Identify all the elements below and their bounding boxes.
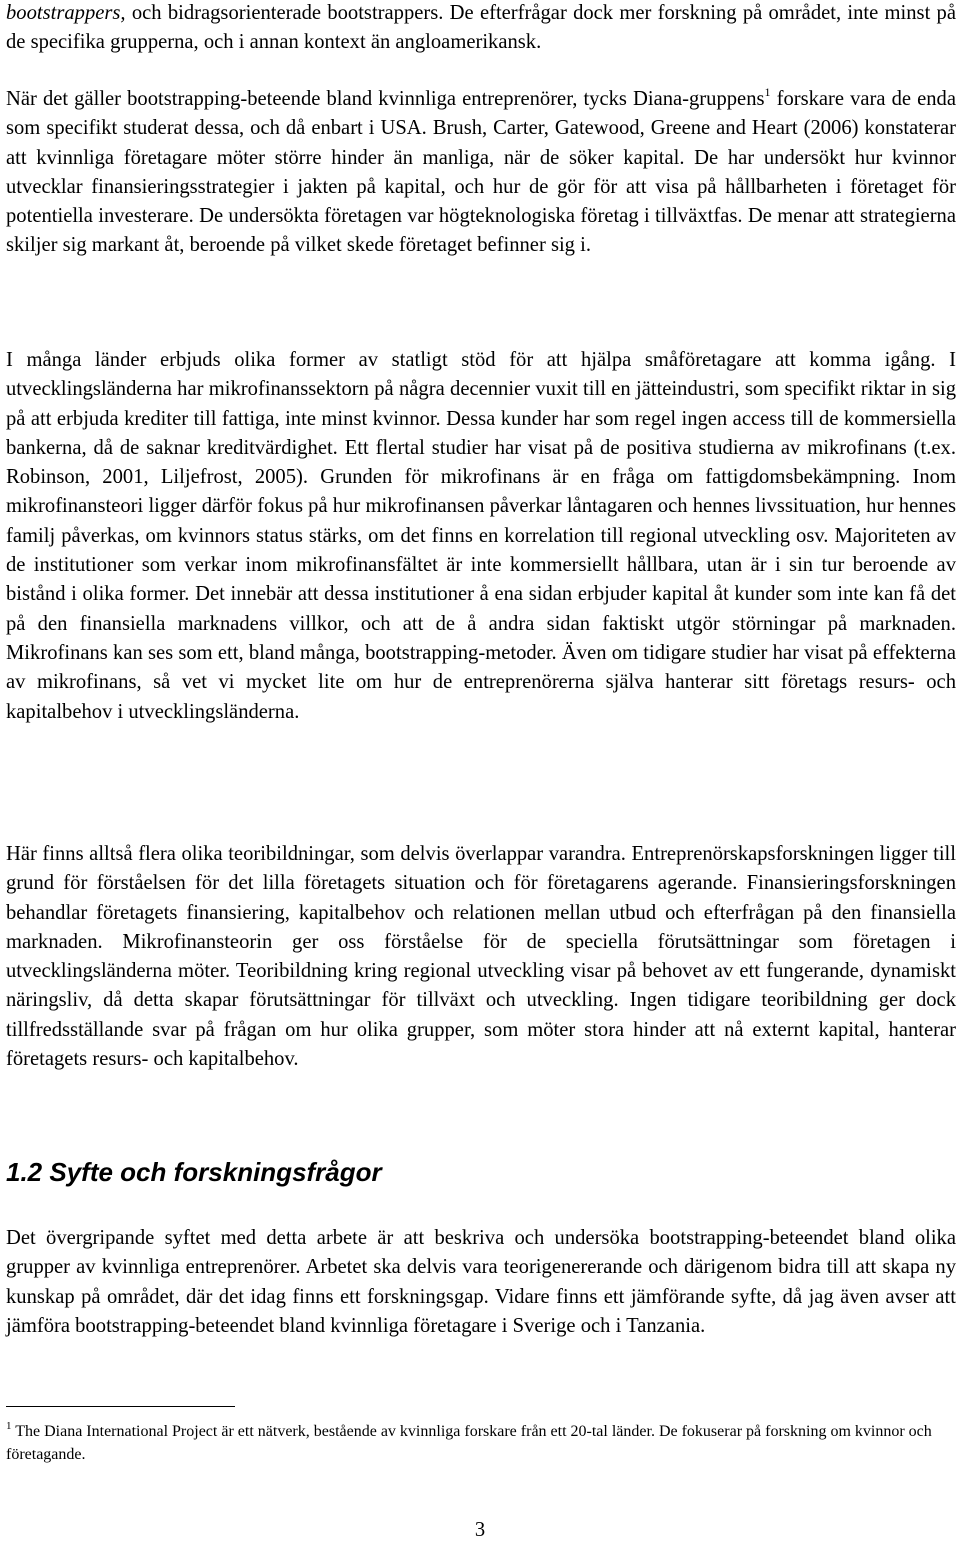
paragraph-purpose: Det övergripande syftet med detta arbete är att beskriva och undersöka bootstrapping-beteendet bland olika grupper av kvinnliga entreprenörer. Arbetet ska delvis vara teorigenererande och därigenom bidra till att skapa ny kunskap på området, där det idag finns ett forskningsgap. Vidare finns ett jämförande syfte, då jag även avser att jämföra bootstrapping-beteendet bland kvinnliga företagare i Sverige och i Tanzania. (6, 1227, 956, 1337)
paragraph-microfinance: I många länder erbjuds olika former av statligt stöd för att hjälpa småföretagare att komma igång. I utvecklingsländerna har mikrofinanssektorn på några decennier vuxit till en jätteindustri, som specifikt riktar in sig på att erbjuda krediter till fattiga, inte minst kvinnor. Dessa kunder har som regel ingen access till de kommersiella bankerna, då de saknar kreditvärdighet. Ett flertal studier har visat på de positiva studierna av mikrofinans (t.ex. Robinson, 2001, Liljefrost, 2005). Grunden för mikrofinans är en fråga om fattigdomsbekämpning. Inom mikrofinansteori ligger därför fokus på hur mikrofinansen påverkar låntagaren och hennes livssituation, hur hennes familj påverkas, om kvinnors status stärks, om det finns en korrelation till regional utveckling osv. Majoriteten av de institutioner som verkar inom mikrofinansfältet är inte kommersiellt hållbara, utan är i sin tur beroende av bistånd i olika former. Det innebär att dessa institutioner å ena sidan erbjuder kapital åt kunder som inte kan få det på den finansiella marknadens villkor, och att de å andra sidan faktiskt utgör störningar på marknaden. Mikrofinans kan ses som ett, bland många, bootstrapping-metoder. Även om tidigare studier har visat på effekterna av mikrofinans, så vet vi mycket lite om hur de entreprenörerna själva hanterar sitt företags resurs- och kapitalbehov i utvecklingsländerna. (6, 349, 956, 723)
paragraph-text: forskare vara de enda som specifikt studerat dessa, och då enbart i USA. Brush, Carter, Gatewood, Greene and Heart (2006) konstaterar att kvinnliga företagare möter större hinder än manliga, när de söker kapital. De har undersökt hur kvinnor utvecklar finansieringsstrategier i jakten på kapital, och hur de gör för att visa på hållbarheten i företaget för potentiella investerare. De undersökta företagen var högteknologiska företag i tillväxtfas. De menar att strategierna skiljer sig markant åt, beroende på vilket skede företaget befinner sig i. (6, 88, 956, 257)
page-number: 3 (474, 1519, 486, 1541)
footnote-marker: 1 (6, 1420, 12, 1432)
paragraph-text: När det gäller bootstrapping-beteende bland kvinnliga entreprenörer, tycks Diana-gruppens (6, 88, 765, 110)
italic-term: bootstrappers, (6, 2, 126, 24)
footnote-reference: 1 (764, 85, 771, 99)
section-heading: 1.2 Syfte och forskningsfrågor (6, 1157, 382, 1187)
footnote (6, 1420, 956, 1466)
paragraph-theory-summary: Här finns alltså flera olika teoribildningar, som delvis överlappar varandra. Entreprenörskapsforskningen ligger till grund för förståelsen för det lilla företagets situation och för företagarens agerande. Finansieringsforskningen behandlar företagets finansiering, kapitalbehov och relationen mellan utbud och efterfrågan på den finansiella marknaden. Mikrofinansteorin ger oss förståelse för de speciella förutsättningar som företagen i utvecklingsländerna möter. Teoribildning kring regional utveckling visar på behovet av ett fungerande, dynamiskt näringsliv, då detta skapar förutsättningar för tillväxt och utveckling. Ingen tidigare teoribildning ger dock tillfredsställande svar på frågan om hur olika grupper, som möter stora hinder att nå externt kapital, hanterar företagets resurs- och kapitalbehov. (6, 843, 956, 1071)
footnote-text: The Diana International Project är ett nätverk, bestående av kvinnliga forskare från ett 20-tal länder. De fokuserar på forskning om kvinnor och företagande. (6, 1423, 932, 1463)
footnote-separator (6, 1406, 235, 1407)
paragraph-text: och bidragsorienterade bootstrappers. De efterfrågar dock mer forskning på området, inte minst på de specifika grupperna, och i annan kontext än angloamerikansk. (6, 2, 956, 54)
paragraph-intro-continuation (6, 0, 956, 58)
paragraph-bootstrapping-women (6, 85, 956, 261)
